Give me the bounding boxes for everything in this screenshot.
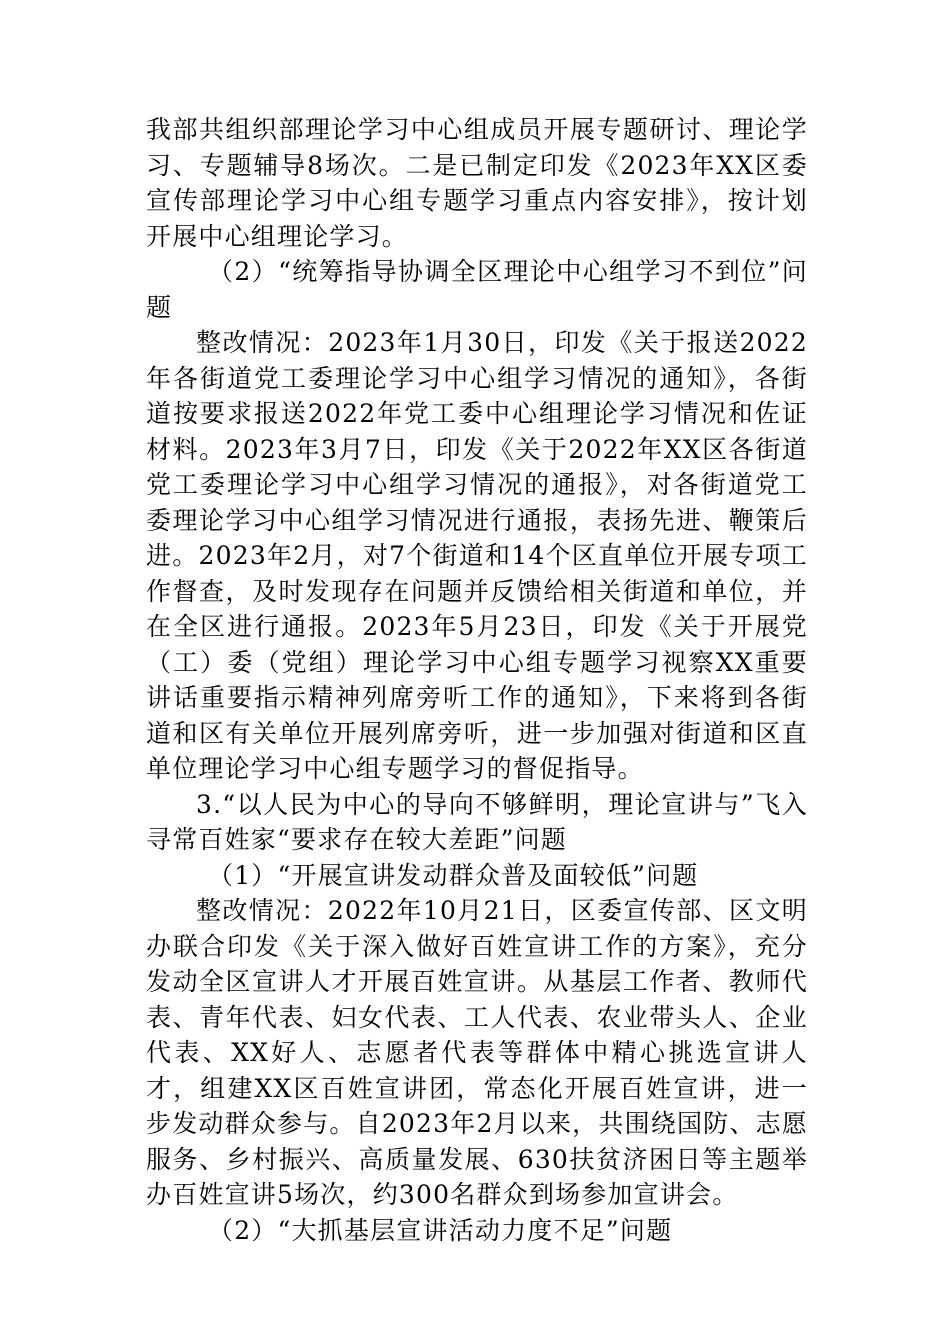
section-heading-3: 3.“以人民为中心的导向不够鲜明，理论宣讲与”飞入寻常百姓家“要求存在较大差距”问题 [146, 789, 808, 854]
subheading-item-1: （1）“开展宣讲发动群众普及面较低”问题 [208, 860, 699, 890]
paragraph-rectification-1: 整改情况：2023年1月30日，印发《关于报送2022年各街道党工委理论学习中心组学习情况的通知》，各街道按要求报送2022年党工委中心组理论学习情况和佐证材料。2023年3月7日，印发《关于2022年XX区各街道党工委理论学习中心组学习情况的通报》，对各街道党工委理论学习中心组学习情况进行通报，表扬先进、鞭策后进。2023年2月，对7个街道和14个区直单位开展专项工作督查，及时发现存在问题并反馈给相关街道和单位，并在全区进行通报。2023年5月23日，印发《关于开展党（工）委（党组）理论学习中心组专题学习视察XX重要讲话重要指示精神列席旁听工作的通知》，下来将到各街道和区有关单位开展列席旁听，进一步加强对街道和区直单位理论学习中心组专题学习的督促指导。 [146, 328, 808, 783]
paragraph-rectification-2: 整改情况：2022年10月21日，区委宣传部、区文明办联合印发《关于深入做好百姓宣讲工作的方案》，充分发动全区宣讲人才开展百姓宣讲。从基层工作者、教师代表、青年代表、妇女代表、工人代表、农业带头人、企业代表、XX好人、志愿者代表等群体中精心挑选宣讲人才，组建XX区百姓宣讲团，常态化开展百姓宣讲，进一步发动群众参与。自2023年2月以来，共围绕国防、志愿服务、乡村振兴、高质量发展、630扶贫济困日等主题举办百姓宣讲5场次，约300名群众到场参加宣讲会。 [146, 896, 808, 1209]
document-body [146, 112, 808, 1248]
subheading-item-2: （2）“统筹指导协调全区理论中心组学习不到位”问题 [146, 257, 808, 322]
subheading-item-2b: （2）“大抓基层宣讲活动力度不足”问题 [208, 1215, 673, 1245]
paragraph-continuation: 我部共组织部理论学习中心组成员开展专题研讨、理论学习、专题辅导8场次。二是已制定印发《2023年XX区委宣传部理论学习中心组专题学习重点内容安排》，按计划开展中心组理论学习。 [146, 115, 808, 251]
